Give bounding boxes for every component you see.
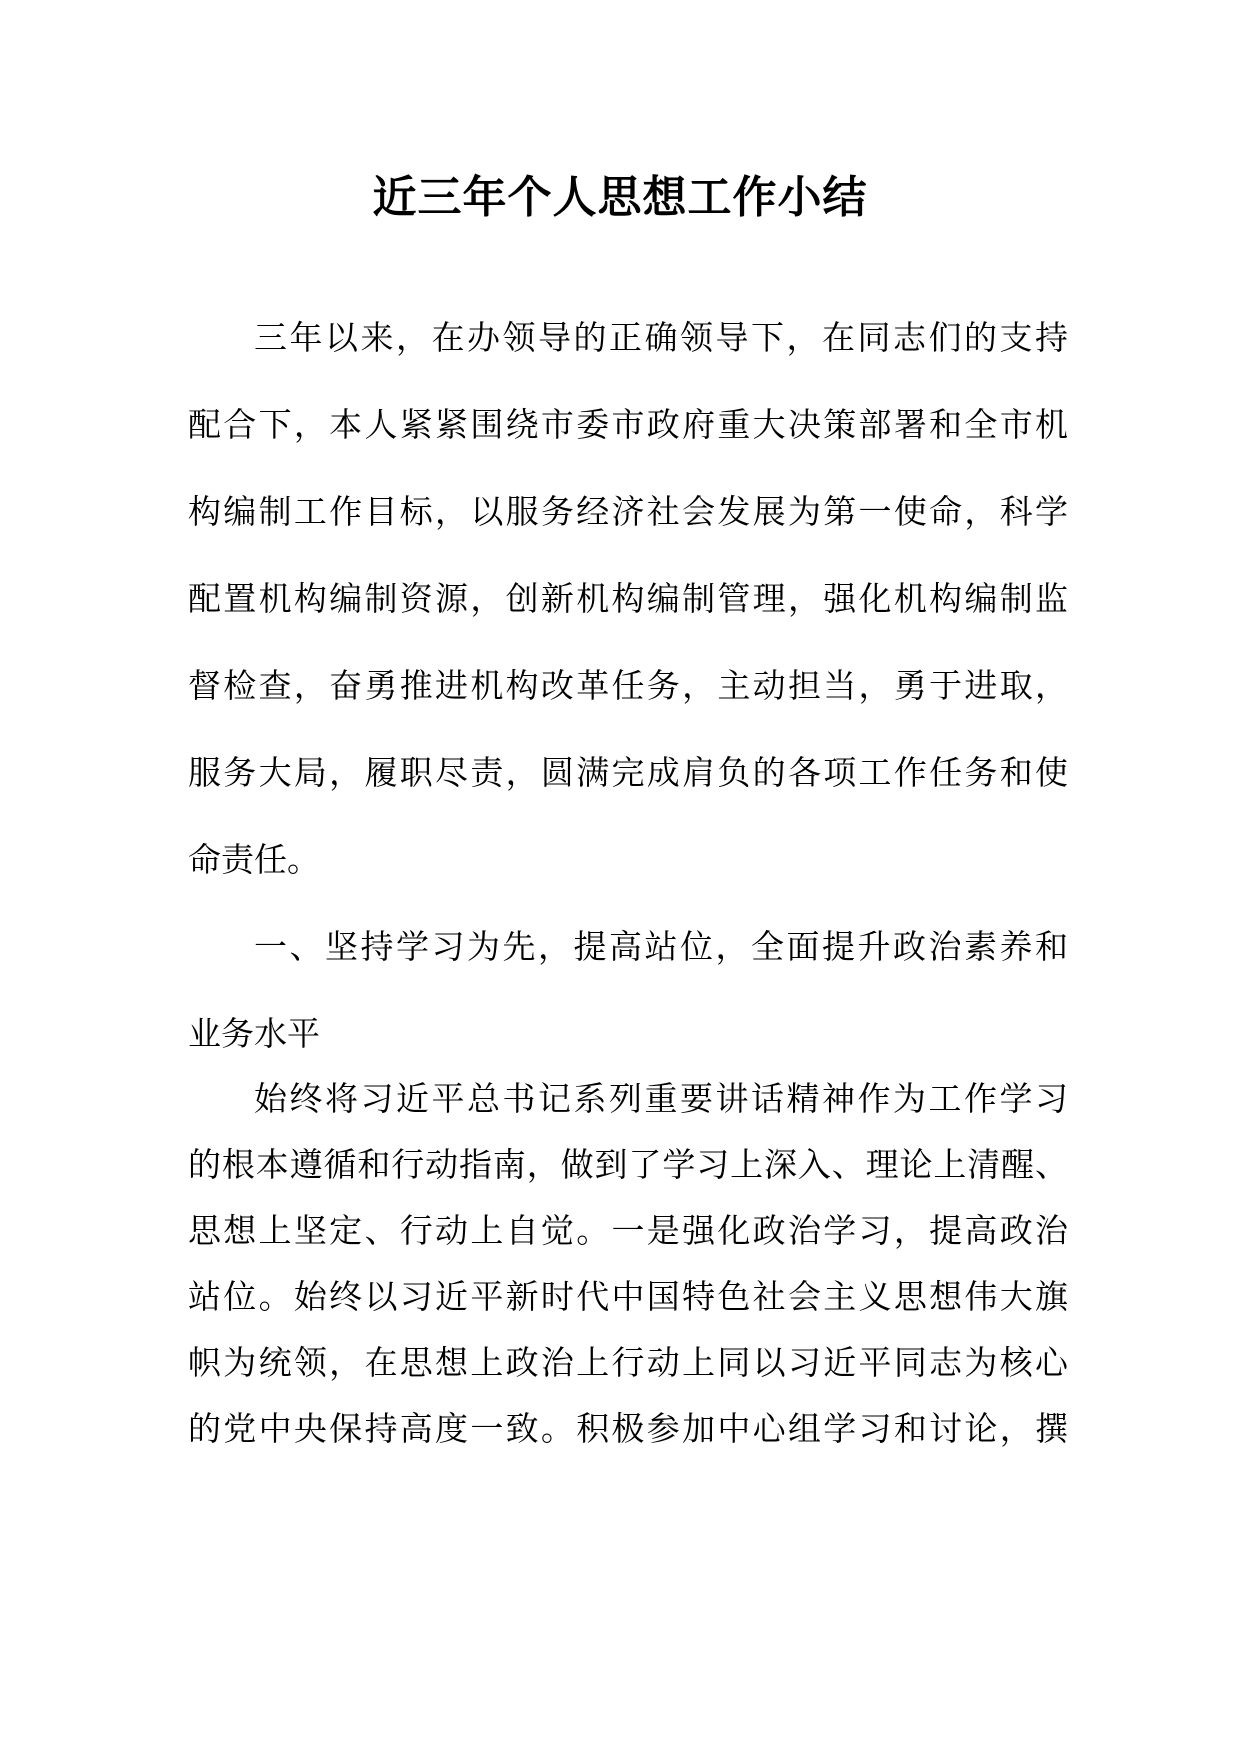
intro-line-1: 三年以来，在办领导的正确领导下，在同志们的支持 — [254, 318, 1068, 357]
intro-line-3: 构编制工作目标，以服务经济社会发展为第一使命，科学 — [188, 492, 1068, 531]
section1-body-line-3: 思想上坚定、行动上自觉。一是强化政治学习，提高政治 — [188, 1211, 1068, 1250]
section1-body-line-1: 始终将习近平总书记系列重要讲话精神作为工作学习 — [254, 1079, 1068, 1118]
intro-line-4: 配置机构编制资源，创新机构编制管理，强化机构编制监 — [188, 579, 1068, 618]
section1-body-line-2: 的根本遵循和行动指南，做到了学习上深入、理论上清醒、 — [188, 1145, 1068, 1184]
section1-body-line-6: 的党中央保持高度一致。积极参加中心组学习和讨论，撰 — [188, 1409, 1068, 1448]
intro-line-5: 督检查，奋勇推进机构改革任务，主动担当，勇于进取， — [188, 666, 1068, 705]
document-title: 近三年个人思想工作小结 — [372, 172, 868, 223]
section1-heading-line-2: 业务水平 — [188, 1014, 320, 1053]
section1-body-line-4: 站位。始终以习近平新时代中国特色社会主义思想伟大旗 — [188, 1277, 1068, 1316]
section1-heading-line-1: 一、坚持学习为先，提高站位，全面提升政治素养和 — [254, 927, 1068, 966]
intro-line-2: 配合下，本人紧紧围绕市委市政府重大决策部署和全市机 — [188, 405, 1068, 444]
section1-body-line-5: 帜为统领，在思想上政治上行动上同以习近平同志为核心 — [188, 1343, 1068, 1382]
intro-line-7: 命责任。 — [188, 840, 320, 879]
intro-line-6: 服务大局，履职尽责，圆满完成肩负的各项工作任务和使 — [188, 753, 1068, 792]
